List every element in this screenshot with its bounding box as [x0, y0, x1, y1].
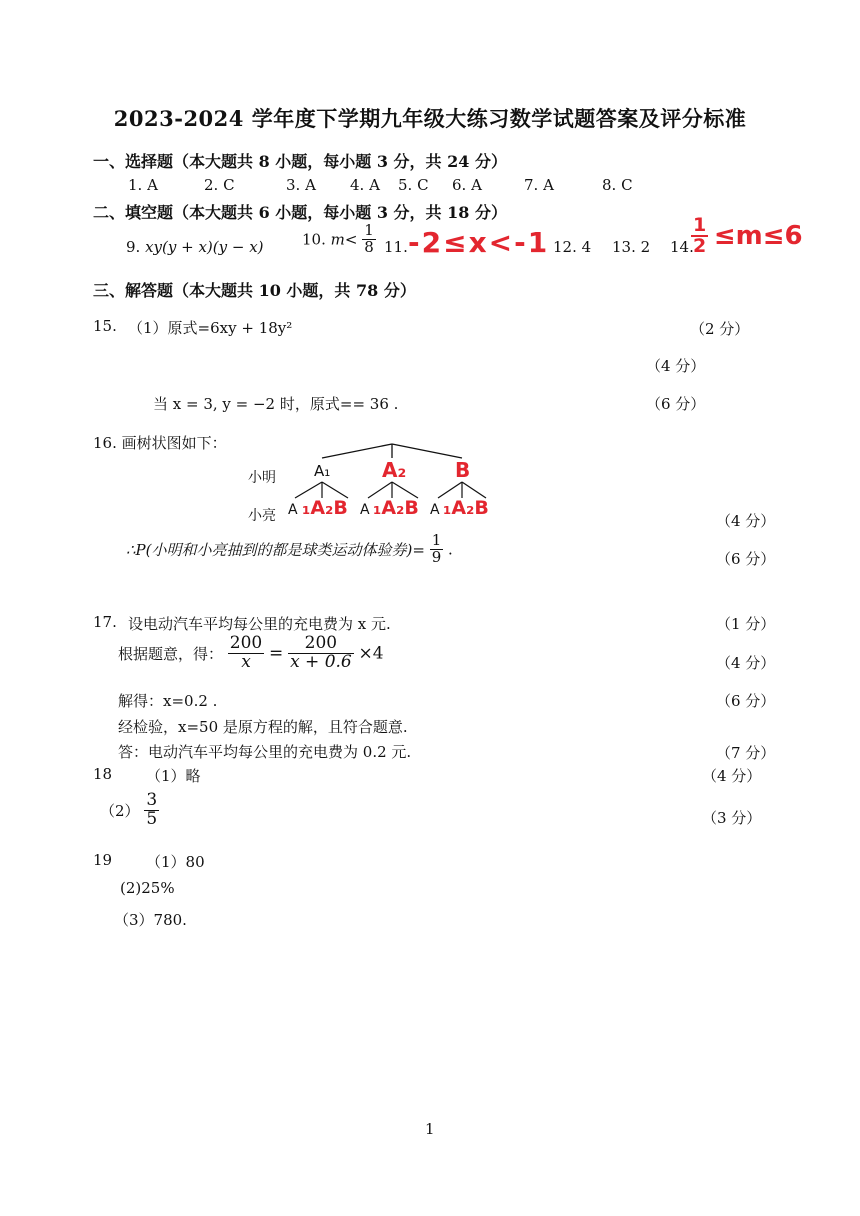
q17-line5: 答：电动汽车平均每公里的充电费为 0.2 元.	[118, 743, 412, 761]
tree-branch	[322, 444, 392, 458]
q17-line3: 解得：x=0.2 .	[118, 692, 218, 710]
q18-score2: （3 分）	[702, 809, 762, 827]
tree-branch	[462, 482, 486, 498]
q19-number: 19	[93, 851, 113, 869]
q16-score1: （4 分）	[716, 512, 776, 530]
tree-row-label-xiaoliang: 小亮	[248, 508, 276, 524]
tree-node-level2-handwritten: ₁A₂B	[443, 497, 489, 519]
q15-score3: （6 分）	[646, 395, 706, 413]
q17-score3: （6 分）	[716, 692, 776, 710]
q17-number: 17.	[93, 613, 117, 631]
q3-answer: 3. A	[286, 176, 316, 194]
q1-answer: 1. A	[128, 176, 158, 194]
q14-hw-denominator: 2	[693, 235, 707, 257]
q16-prob-numerator: 1	[431, 531, 442, 549]
q17-line2-prefix: 根据题意，得：	[118, 644, 224, 663]
q17-equation-tail: ×4	[358, 643, 384, 664]
q7-answer: 7. A	[524, 176, 554, 194]
q18-number: 18	[93, 765, 113, 783]
q14-handwritten-answer	[691, 216, 803, 256]
q15-score1: （2 分）	[690, 320, 750, 338]
tree-node-level1: B	[455, 458, 471, 482]
q14-hw-inequality: ≤m≤6	[713, 221, 803, 251]
q16-prob-denominator: 9	[431, 547, 442, 566]
q17-line1: 设电动汽车平均每公里的充电费为 x 元.	[128, 615, 391, 633]
q9-answer	[126, 238, 264, 256]
q17-right-numerator: 200	[288, 635, 354, 654]
q15-number: 15.	[93, 317, 117, 335]
section2-heading: 二、填空题（本大题共 6 小题，每小题 3 分，共 18 分）	[93, 203, 507, 222]
q9-number: 9.	[126, 238, 141, 256]
q10-answer	[302, 223, 376, 256]
tree-node-level2-handwritten: ₁A₂B	[373, 497, 419, 519]
q8-answer: 8. C	[602, 176, 633, 194]
q17-left-numerator: 200	[229, 633, 263, 653]
q10-lhs: m<	[330, 230, 358, 249]
q18-part2-numerator: 3	[146, 790, 158, 810]
q18-part2-label: （2）	[100, 801, 140, 820]
q17-right-fraction	[288, 635, 354, 672]
page-title: 2023-2024 学年度下学期九年级大练习数学试题答案及评分标准	[113, 106, 747, 131]
tree-branch	[322, 482, 348, 498]
q17-equals: =	[269, 643, 284, 664]
section3-heading: 三、解答题（本大题共 10 小题，共 78 分）	[93, 281, 416, 300]
q19-part3: （3）780.	[114, 911, 187, 929]
q17-left-fraction	[228, 635, 264, 672]
q10-number: 10.	[302, 230, 326, 249]
q16-intro: 16. 画树状图如下：	[93, 434, 227, 452]
q11-handwritten-answer: -2≤x<-1	[408, 226, 550, 259]
q15-score2: （4 分）	[646, 357, 706, 375]
q16-prob-fraction	[430, 533, 444, 566]
q18-part1: （1）略	[146, 767, 201, 785]
q10-fraction	[362, 223, 376, 256]
q16-prob-suffix: .	[448, 540, 453, 559]
q16-score2: （6 分）	[716, 550, 776, 568]
q17-equation-line	[118, 635, 384, 672]
q12-answer: 12. 4	[553, 238, 592, 256]
q17-score4: （7 分）	[716, 744, 776, 762]
q15-line3: 当 x = 3, y = −2 时，原式== 36 .	[153, 395, 399, 413]
q4-answer: 4. A	[350, 176, 380, 194]
q10-fraction-numerator: 1	[364, 221, 374, 239]
q17-score2: （4 分）	[716, 654, 776, 672]
q16-probability	[126, 533, 453, 566]
tree-node-level2-printed: A	[430, 502, 440, 518]
q18-part2	[100, 792, 159, 829]
q5-answer: 5. C	[398, 176, 429, 194]
tree-row-label-xiaoming: 小明	[248, 470, 276, 486]
q2-answer: 2. C	[204, 176, 235, 194]
tree-branch	[392, 444, 462, 458]
q18-part2-fraction	[144, 792, 159, 829]
tree-branch	[295, 482, 322, 498]
tree-branch	[392, 482, 418, 498]
tree-branch	[368, 482, 392, 498]
section1-heading: 一、选择题（本大题共 8 小题，每小题 3 分，共 24 分）	[93, 152, 507, 171]
q18-score1: （4 分）	[702, 767, 762, 785]
q16-prob-prefix: ∴P(小明和小亮抽到的都是球类运动体验券)=	[126, 540, 425, 559]
q15-line1: （1）原式=6xy + 18y²	[128, 319, 293, 337]
q14-handwritten-fraction	[691, 216, 708, 256]
q17-right-denominator: x + 0.6	[290, 651, 352, 672]
q10-fraction-denominator: 8	[364, 237, 374, 256]
q13-answer: 13. 2	[612, 238, 651, 256]
q11-number: 11.	[384, 238, 408, 256]
q19-part1: （1）80	[146, 853, 205, 871]
tree-branch	[438, 482, 462, 498]
q17-line4: 经检验，x=50 是原方程的解，且符合题意.	[118, 718, 408, 736]
tree-node-level2-printed: A	[288, 502, 298, 518]
tree-node-level2-handwritten: ₁A₂B	[302, 497, 348, 519]
page-number: 1	[425, 1120, 435, 1138]
q17-left-denominator: x	[241, 651, 251, 672]
q19-part2: (2)25%	[120, 879, 175, 897]
tree-node-level1: A₁	[314, 462, 331, 480]
tree-node-level2-printed: A	[360, 502, 370, 518]
q14-hw-numerator: 1	[693, 214, 707, 236]
tree-node-level1: A₂	[382, 458, 407, 482]
q17-score1: （1 分）	[716, 615, 776, 633]
q14-number: 14.	[670, 238, 694, 256]
q9-expression: xy(y + x)(y − x)	[145, 238, 264, 256]
q18-part2-denominator: 5	[146, 808, 158, 829]
q6-answer: 6. A	[452, 176, 482, 194]
